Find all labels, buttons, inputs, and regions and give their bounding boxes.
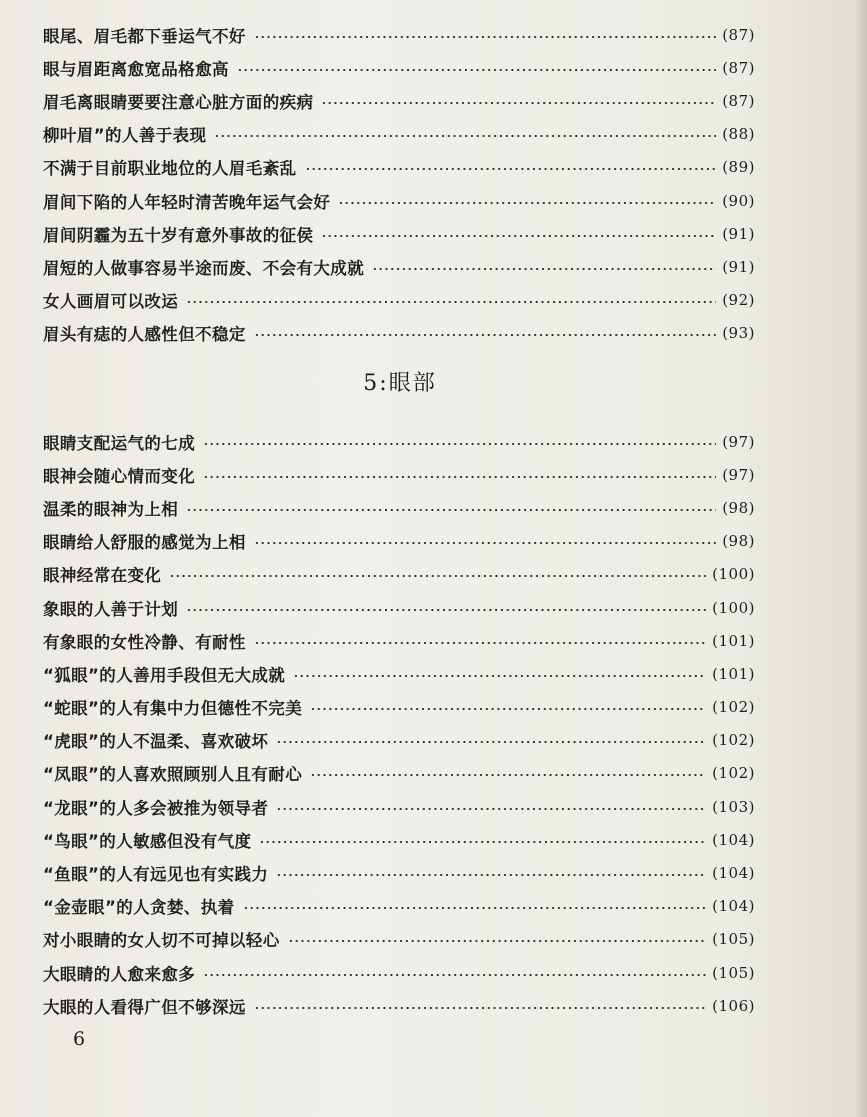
toc-entry-page: (101) xyxy=(712,664,755,683)
toc-entry-title: 眉头有痣的人感性但不稳定 xyxy=(43,325,246,345)
toc-entry xyxy=(43,284,755,317)
toc-entry xyxy=(43,890,755,923)
toc-entry-title: “鸟眼”的人敏感但没有气度 xyxy=(43,831,252,851)
toc-entry xyxy=(43,724,755,757)
toc-entry xyxy=(43,317,755,350)
toc-entry xyxy=(43,525,755,558)
toc-entry xyxy=(43,217,755,250)
dot-leader xyxy=(372,268,716,270)
dot-leader xyxy=(203,974,706,976)
toc-entry-title: 大眼的人看得广但不够深远 xyxy=(43,997,246,1017)
toc-entry xyxy=(43,250,755,283)
dot-leader xyxy=(321,102,716,104)
toc-entry xyxy=(43,458,755,491)
toc-entry-page: (104) xyxy=(712,897,755,916)
toc-entry-page: (105) xyxy=(712,963,755,982)
toc-entry xyxy=(43,18,755,51)
toc-entry-title: 眉间阴霾为五十岁有意外事故的征侯 xyxy=(43,225,314,245)
dot-leader xyxy=(276,808,706,810)
toc-entry-title: 眼与眉距离愈宽品格愈高 xyxy=(43,59,229,79)
toc-entry-page: (98) xyxy=(722,532,755,551)
toc-entry-page: (97) xyxy=(722,465,755,484)
toc-entry-title: “龙眼”的人多会被推为领导者 xyxy=(43,798,269,818)
toc-entry-page: (101) xyxy=(712,631,755,650)
toc-entry-title: “蛇眼”的人有集中力但德性不完美 xyxy=(43,699,303,719)
toc-entry xyxy=(43,989,755,1022)
toc-entry xyxy=(43,790,755,823)
toc-entry-title: 眉间下陷的人年轻时清苦晚年运气会好 xyxy=(43,192,331,212)
toc-entry-page: (106) xyxy=(712,996,755,1015)
toc-entry xyxy=(43,757,755,790)
dot-leader xyxy=(254,1007,706,1009)
toc-entry-page: (91) xyxy=(722,257,755,276)
toc-entry-page: (88) xyxy=(722,125,755,144)
toc-entry xyxy=(43,591,755,624)
dot-leader xyxy=(259,841,706,843)
dot-leader xyxy=(203,476,716,478)
toc-entry-page: (90) xyxy=(722,191,755,210)
toc-entry-title: “凤眼”的人喜欢照顾别人且有耐心 xyxy=(43,765,303,785)
toc-entry-page: (91) xyxy=(722,224,755,243)
toc-entry-page: (104) xyxy=(712,864,755,883)
dot-leader xyxy=(338,202,716,204)
dot-leader xyxy=(214,135,716,137)
toc-entry-title: 眼神经常在变化 xyxy=(43,566,162,586)
toc-entry-page: (87) xyxy=(722,25,755,44)
toc-entry-page: (102) xyxy=(712,731,755,750)
toc-entry-page: (93) xyxy=(722,324,755,343)
toc-list-eyes xyxy=(43,425,755,1022)
toc-entry-page: (98) xyxy=(722,498,755,517)
dot-leader xyxy=(186,301,716,303)
toc-entry-page: (105) xyxy=(712,930,755,949)
toc-entry-title: 柳叶眉”的人善于表现 xyxy=(43,126,207,146)
toc-entry-title: 对小眼睛的女人切不可掉以轻心 xyxy=(43,931,280,951)
toc-entry-title: 女人画眉可以改运 xyxy=(43,292,179,312)
toc-entry xyxy=(43,51,755,84)
toc-entry xyxy=(43,856,755,889)
toc-entry-title: “虎眼”的人不温柔、喜欢破坏 xyxy=(43,732,269,752)
toc-entry-title: 有象眼的女性冷静、有耐性 xyxy=(43,632,246,652)
toc-entry xyxy=(43,84,755,117)
dot-leader xyxy=(276,874,706,876)
dot-leader xyxy=(310,708,706,710)
toc-entry-page: (89) xyxy=(722,158,755,177)
section-heading: 5:眼部 xyxy=(363,371,437,396)
toc-entry-page: (87) xyxy=(722,91,755,110)
toc-entry-title: 温柔的眼神为上相 xyxy=(43,499,179,519)
toc-entry-title: 眼睛支配运气的七成 xyxy=(43,433,196,453)
dot-leader xyxy=(243,907,707,909)
dot-leader xyxy=(186,609,706,611)
toc-entry xyxy=(43,691,755,724)
toc-entry-title: “金壶眼”的人贪婪、执着 xyxy=(43,898,235,918)
dot-leader xyxy=(293,675,706,677)
dot-leader xyxy=(169,575,706,577)
dot-leader xyxy=(310,774,706,776)
dot-leader xyxy=(305,168,717,170)
toc-entry-title: 眉短的人做事容易半途而废、不会有大成就 xyxy=(43,258,365,278)
toc-entry-title: 眼睛给人舒服的感觉为上相 xyxy=(43,533,246,553)
toc-entry-page: (87) xyxy=(722,58,755,77)
toc-entry-title: 眼尾、眉毛都下垂运气不好 xyxy=(43,26,246,46)
toc-entry xyxy=(43,823,755,856)
toc-entry xyxy=(43,184,755,217)
dot-leader xyxy=(254,542,716,544)
dot-leader xyxy=(254,334,716,336)
dot-leader xyxy=(288,940,707,942)
toc-entry xyxy=(43,118,755,151)
toc-entry-title: 象眼的人善于计划 xyxy=(43,599,179,619)
toc-entry-page: (97) xyxy=(722,432,755,451)
toc-entry-page: (102) xyxy=(712,698,755,717)
toc-list-eyebrows xyxy=(43,18,755,350)
toc-entry-title: 大眼睛的人愈来愈多 xyxy=(43,964,196,984)
toc-entry-title: “鱼眼”的人有远见也有实践力 xyxy=(43,865,269,885)
toc-entry-title: 眼神会随心情而变化 xyxy=(43,466,196,486)
dot-leader xyxy=(186,509,716,511)
dot-leader xyxy=(254,36,716,38)
page-number: 6 xyxy=(73,1028,86,1050)
toc-entry-title: “狐眼”的人善用手段但无大成就 xyxy=(43,665,286,685)
toc-entry-title: 眉毛离眼睛要要注意心脏方面的疾病 xyxy=(43,92,314,112)
toc-entry xyxy=(43,624,755,657)
page-edge-shadow xyxy=(855,0,867,1117)
toc-entry-page: (92) xyxy=(722,291,755,310)
toc-entry-title: 不满于目前职业地位的人眉毛紊乱 xyxy=(43,159,297,179)
toc-entry-page: (100) xyxy=(712,565,755,584)
toc-entry xyxy=(43,923,755,956)
dot-leader xyxy=(276,741,706,743)
toc-entry-page: (104) xyxy=(712,830,755,849)
toc-entry xyxy=(43,491,755,524)
toc-entry xyxy=(43,657,755,690)
toc-entry xyxy=(43,956,755,989)
dot-leader xyxy=(237,69,716,71)
dot-leader xyxy=(321,235,716,237)
toc-entry-page: (103) xyxy=(712,797,755,816)
dot-leader xyxy=(203,443,716,445)
toc-entry xyxy=(43,558,755,591)
toc-entry-page: (102) xyxy=(712,764,755,783)
dot-leader xyxy=(254,642,706,644)
toc-entry-page: (100) xyxy=(712,598,755,617)
toc-entry xyxy=(43,425,755,458)
toc-entry xyxy=(43,151,755,184)
